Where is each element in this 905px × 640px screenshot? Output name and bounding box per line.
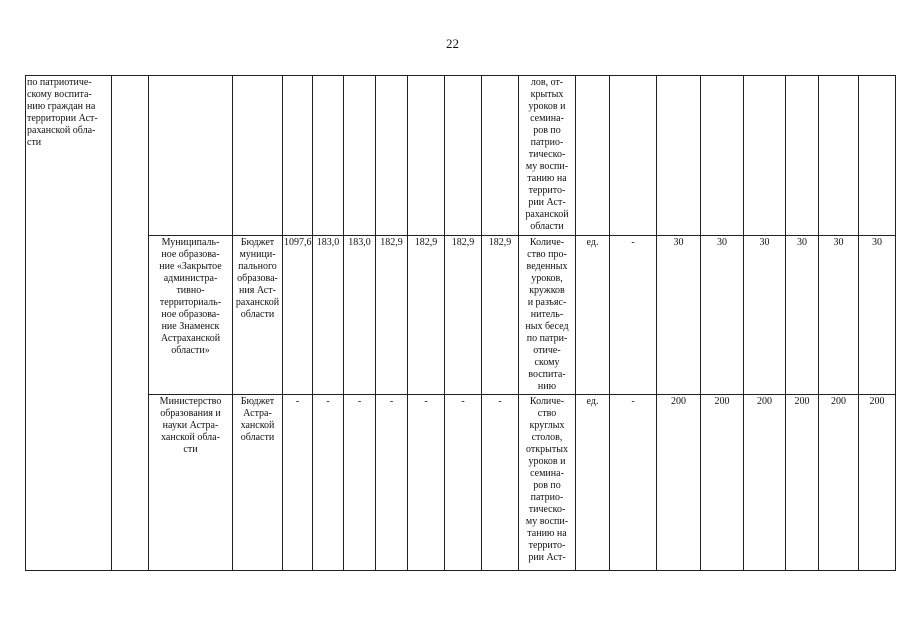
target-value: 200 xyxy=(819,395,859,571)
funding-year: 183,0 xyxy=(344,236,376,395)
source-cell xyxy=(233,395,283,571)
funding-year: - xyxy=(344,395,376,571)
blank-cell xyxy=(313,76,344,236)
source-text: Бюджет муници- пального образова- ния Аст- раханской области xyxy=(235,237,280,320)
source-cell xyxy=(233,236,283,395)
blank-cell xyxy=(576,76,610,236)
target-value: 200 xyxy=(744,395,786,571)
blank-cell xyxy=(819,76,859,236)
funding-year: 182,9 xyxy=(376,236,408,395)
table-row xyxy=(26,395,896,571)
funding-year: - xyxy=(408,395,445,571)
indicator-text: Количе- ство круглых столов, открытых уроков и семина- ров по патрио- тическо- му воспи- танию на террито- рии Аст- xyxy=(525,396,569,563)
funding-year: 182,9 xyxy=(408,236,445,395)
blank-cell xyxy=(112,76,149,571)
target-value: 30 xyxy=(786,236,819,395)
target-value: 200 xyxy=(859,395,896,571)
base-value-cell: - xyxy=(610,395,657,571)
event-name: по патриотиче- скому воспита- нию граждан на территории Аст- раханской обла- сти xyxy=(27,77,98,148)
target-value: 30 xyxy=(859,236,896,395)
table-row xyxy=(26,236,896,395)
table-row xyxy=(26,76,896,236)
target-value: 200 xyxy=(657,395,701,571)
executor-text: Муниципаль- ное образова- ние «Закрытое администра- тивно- территориаль- ное образова- ние Знаменск Астраханской области» xyxy=(159,237,222,356)
indicator-text: Количе- ство про- веденных уроков, кружков и разъяс- нитель- ных бесед по патри- отиче- скому воспита- нию xyxy=(525,237,569,392)
indicator-cell xyxy=(519,76,576,236)
funding-year: 182,9 xyxy=(445,236,482,395)
event-name-cell xyxy=(26,76,112,571)
blank-cell xyxy=(149,76,233,236)
funding-year: 182,9 xyxy=(482,236,519,395)
blank-cell xyxy=(445,76,482,236)
funding-year: 183,0 xyxy=(313,236,344,395)
blank-cell xyxy=(610,76,657,236)
target-value: 30 xyxy=(657,236,701,395)
target-value: 30 xyxy=(701,236,744,395)
executor-text: Министерство образования и науки Астра- ханской обла- сти xyxy=(159,396,222,455)
blank-cell xyxy=(408,76,445,236)
target-value: 200 xyxy=(786,395,819,571)
indicator-text: лов, от- крытых уроков и семина- ров по патрио- тическо- му воспи- танию на террито- рии Аст- раханской области xyxy=(525,77,569,232)
blank-cell xyxy=(233,76,283,236)
target-value: 200 xyxy=(701,395,744,571)
unit-cell: ед. xyxy=(576,236,610,395)
blank-cell xyxy=(376,76,408,236)
executor-cell xyxy=(149,395,233,571)
blank-cell xyxy=(859,76,896,236)
source-text: Бюджет Астра- ханской области xyxy=(240,396,275,443)
funding-year: - xyxy=(445,395,482,571)
indicator-cell xyxy=(519,236,576,395)
indicator-cell xyxy=(519,395,576,571)
blank-cell xyxy=(786,76,819,236)
funding-total: - xyxy=(283,395,313,571)
funding-year: - xyxy=(482,395,519,571)
page-number: 22 xyxy=(446,36,459,51)
executor-cell xyxy=(149,236,233,395)
target-value: 30 xyxy=(819,236,859,395)
funding-total: 1097,6 xyxy=(283,236,313,395)
base-value-cell: - xyxy=(610,236,657,395)
funding-year: - xyxy=(376,395,408,571)
blank-cell xyxy=(744,76,786,236)
blank-cell xyxy=(344,76,376,236)
unit-cell: ед. xyxy=(576,395,610,571)
target-value: 30 xyxy=(744,236,786,395)
blank-cell xyxy=(657,76,701,236)
blank-cell xyxy=(701,76,744,236)
funding-year: - xyxy=(313,395,344,571)
program-table xyxy=(25,75,896,571)
blank-cell xyxy=(482,76,519,236)
blank-cell xyxy=(283,76,313,236)
